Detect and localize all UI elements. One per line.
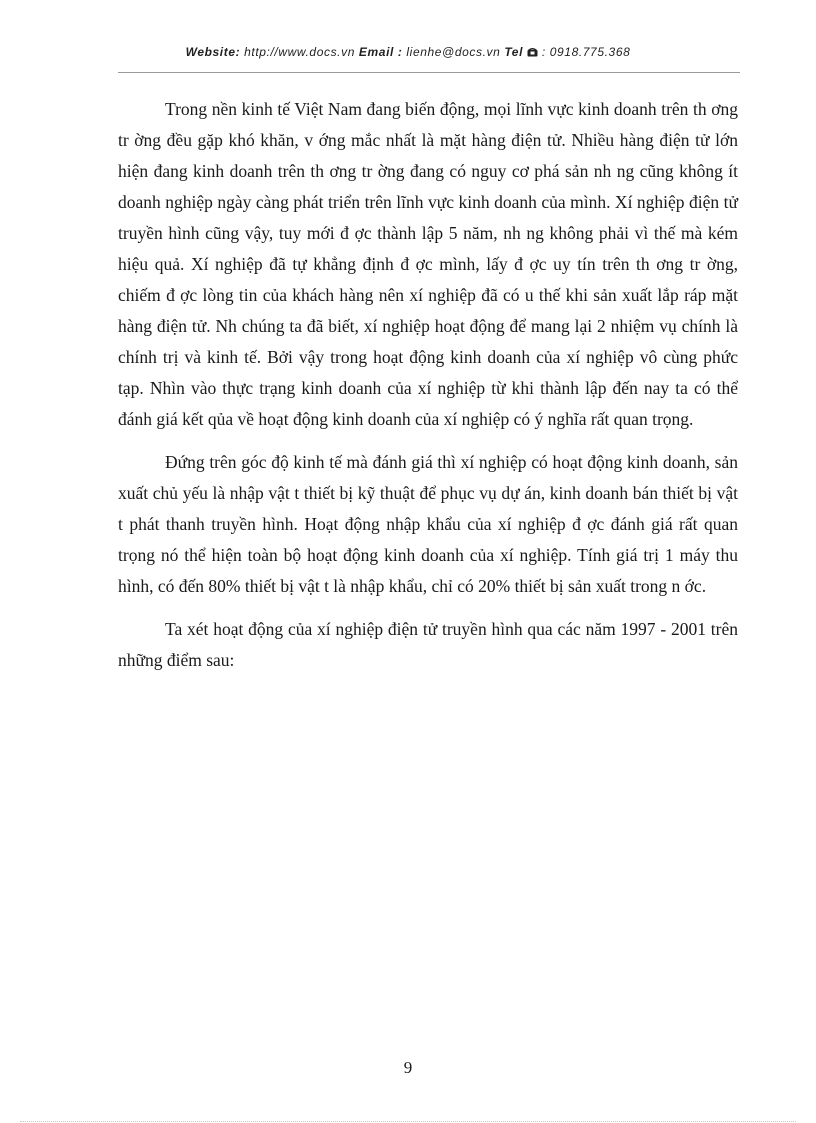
paragraph: Trong nền kinh tế Việt Nam đang biến động, mọi lĩnh vực kinh doanh trên th ơng tr ờng đều gặp khó khăn, v ớng mắc nhất là mặt hàng điện tử. Nhiều hàng điện tử lớn hiện đang kinh doanh trên th ơng tr ờng đang có nguy cơ phá sản nh ng cũng không ít doanh nghiệp ngày càng phát triển trên lĩnh vực kinh doanh của mình. Xí nghiệp điện tử truyền hình cũng vậy, tuy mới đ ợc thành lập 5 năm, nh ng không phải vì thế mà kém hiệu quả. Xí nghiệp đã tự khẳng định đ ợc mình, lấy đ ợc uy tín trên th ơng tr ờng, chiếm đ ợc lòng tin của khách hàng nên xí nghiệp đã có u thế khi sản xuất lắp ráp mặt hàng điện tử. Nh chúng ta đã biết, xí nghiệp hoạt động để mang lại 2 nhiệm vụ chính là chính trị và kinh tế. Bởi vậy trong hoạt động kinh doanh của xí nghiệp vô cùng phức tạp. Nhìn vào thực trạng kinh doanh của xí nghiệp từ khi thành lập đến nay ta có thể đánh giá kết qủa về hoạt động kinh doanh của xí nghiệp có ý nghĩa rất quan trọng. [118,99,738,429]
email-address: lienhe@docs.vn [406,45,501,59]
tel-label: Tel [504,45,524,59]
paragraph: Ta xét hoạt động của xí nghiệp điện tử truyền hình qua các năm 1997 - 2001 trên những điểm sau: [118,619,738,670]
phone-icon-glyph [527,46,538,57]
phone-icon [527,46,538,60]
header-divider [118,72,740,73]
page-bottom-border [20,1121,796,1122]
tel-number: : 0918.775.368 [541,45,631,59]
email-label: Email : [358,45,403,59]
page-header [0,45,816,60]
page-number: 9 [403,1058,413,1077]
website-label: Website: [185,45,241,59]
paragraph: Đứng trên góc độ kinh tế mà đánh giá thì xí nghiệp có hoạt động kinh doanh, sản xuất chủ yếu là nhập vật t thiết bị kỹ thuật để phục vụ dự án, kinh doanh bán thiết bị vật t phát thanh truyền hình. Hoạt động nhập khẩu của xí nghiệp đ ợc đánh giá rất quan trọng nó thể hiện toàn bộ hoạt động kinh doanh của xí nghiệp. Tính giá trị 1 máy thu hình, có đến 80% thiết bị vật t là nhập khẩu, chỉ có 20% thiết bị sản xuất trong n ớc. [118,452,738,596]
document-body [118,94,738,688]
website-url: http://www.docs.vn [244,45,355,59]
